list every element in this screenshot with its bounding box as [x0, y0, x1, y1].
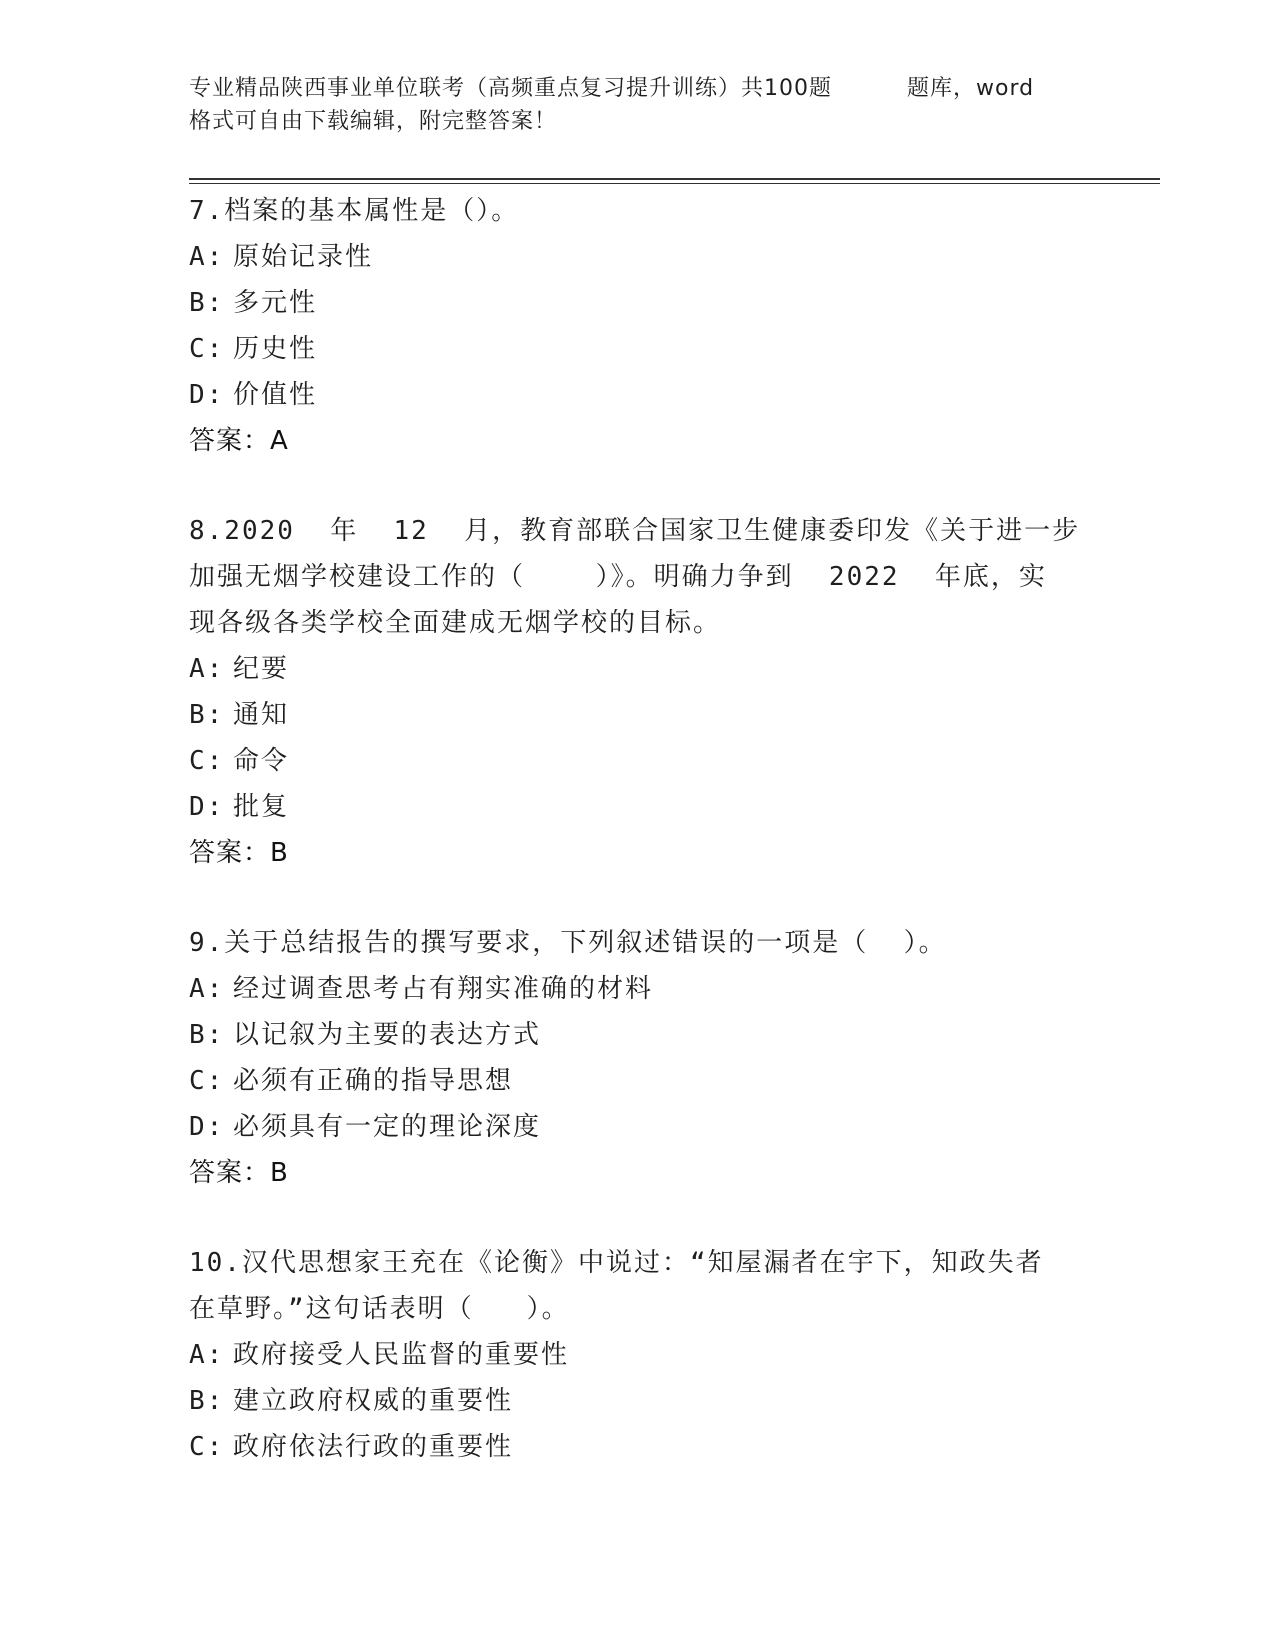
- option-c: [189, 326, 1089, 372]
- option-text: 纪要: [233, 654, 290, 684]
- option-d: [189, 784, 1089, 830]
- option-text: 政府接受人民监督的重要性: [233, 1340, 570, 1370]
- option-b: [189, 280, 1089, 326]
- option-text: 必须有正确的指导思想: [233, 1066, 514, 1096]
- option-letter: B:: [189, 1020, 225, 1050]
- question-stem-line-2: 在草野。”这句话表明（ ）。: [189, 1294, 570, 1324]
- header-line-1: [189, 72, 1089, 105]
- option-d: [189, 372, 1089, 418]
- option-text: 命令: [233, 746, 290, 776]
- header-title-suffix: 题库，word: [907, 76, 1035, 101]
- question-stem: 9.关于总结报告的撰写要求，下列叙述错误的一项是（ ）。: [189, 928, 947, 958]
- question-7: [189, 188, 1089, 464]
- option-text: 价值性: [233, 380, 318, 410]
- option-letter: A:: [189, 974, 225, 1004]
- option-d: [189, 1104, 1089, 1150]
- option-letter: B:: [189, 1386, 225, 1416]
- answer-line: 答案：B: [189, 838, 289, 868]
- option-letter: B:: [189, 700, 225, 730]
- option-letter: B:: [189, 288, 225, 318]
- question-stem-line-3: 现各级各类学校全面建成无烟学校的目标。: [189, 608, 722, 638]
- option-b: [189, 1378, 1089, 1424]
- question-stem-line-2: 加强无烟学校建设工作的（ ）》。明确力争到 2022 年底，实: [189, 562, 1047, 592]
- question-8: [189, 508, 1089, 876]
- option-c: [189, 1058, 1089, 1104]
- option-text: 历史性: [233, 334, 318, 364]
- option-letter: C:: [189, 334, 225, 364]
- option-letter: D:: [189, 792, 225, 822]
- option-text: 经过调查思考占有翔实准确的材料: [233, 974, 654, 1004]
- question-stem-line-1: 10.汉代思想家王充在《论衡》中说过：“知屋漏者在宇下，知政失者: [189, 1248, 1044, 1278]
- option-text: 多元性: [233, 288, 318, 318]
- option-text: 建立政府权威的重要性: [233, 1386, 514, 1416]
- option-letter: C:: [189, 746, 225, 776]
- option-text: 原始记录性: [233, 242, 374, 272]
- option-letter: C:: [189, 1066, 225, 1096]
- question-stem: 7.档案的基本属性是（）。: [189, 196, 520, 226]
- header-divider-thick: [189, 178, 1160, 180]
- option-a: [189, 646, 1089, 692]
- option-text: 通知: [233, 700, 290, 730]
- header-divider-thin: [189, 183, 1160, 184]
- option-letter: A:: [189, 242, 225, 272]
- option-a: [189, 966, 1089, 1012]
- option-text: 以记叙为主要的表达方式: [233, 1020, 542, 1050]
- option-letter: D:: [189, 1112, 225, 1142]
- option-b: [189, 692, 1089, 738]
- option-text: 政府依法行政的重要性: [233, 1432, 514, 1462]
- question-10: [189, 1240, 1089, 1470]
- option-b: [189, 1012, 1089, 1058]
- header-line-2: 格式可自由下载编辑，附完整答案！: [189, 109, 558, 134]
- option-a: [189, 1332, 1089, 1378]
- option-letter: C:: [189, 1432, 225, 1462]
- option-a: [189, 234, 1089, 280]
- option-c: [189, 1424, 1089, 1470]
- header-title: 专业精品陕西事业单位联考（高频重点复习提升训练）共100题: [189, 76, 832, 101]
- answer-line: 答案：A: [189, 426, 289, 456]
- question-list: [189, 188, 1089, 1470]
- option-text: 必须具有一定的理论深度: [233, 1112, 542, 1142]
- option-c: [189, 738, 1089, 784]
- option-text: 批复: [233, 792, 290, 822]
- page-header: [189, 72, 1089, 138]
- question-stem-line-1: 8.2020 年 12 月，教育部联合国家卫生健康委印发《关于进一步: [189, 516, 1081, 546]
- question-9: [189, 920, 1089, 1196]
- option-letter: A:: [189, 654, 225, 684]
- option-letter: D:: [189, 380, 225, 410]
- option-letter: A:: [189, 1340, 225, 1370]
- answer-line: 答案：B: [189, 1158, 289, 1188]
